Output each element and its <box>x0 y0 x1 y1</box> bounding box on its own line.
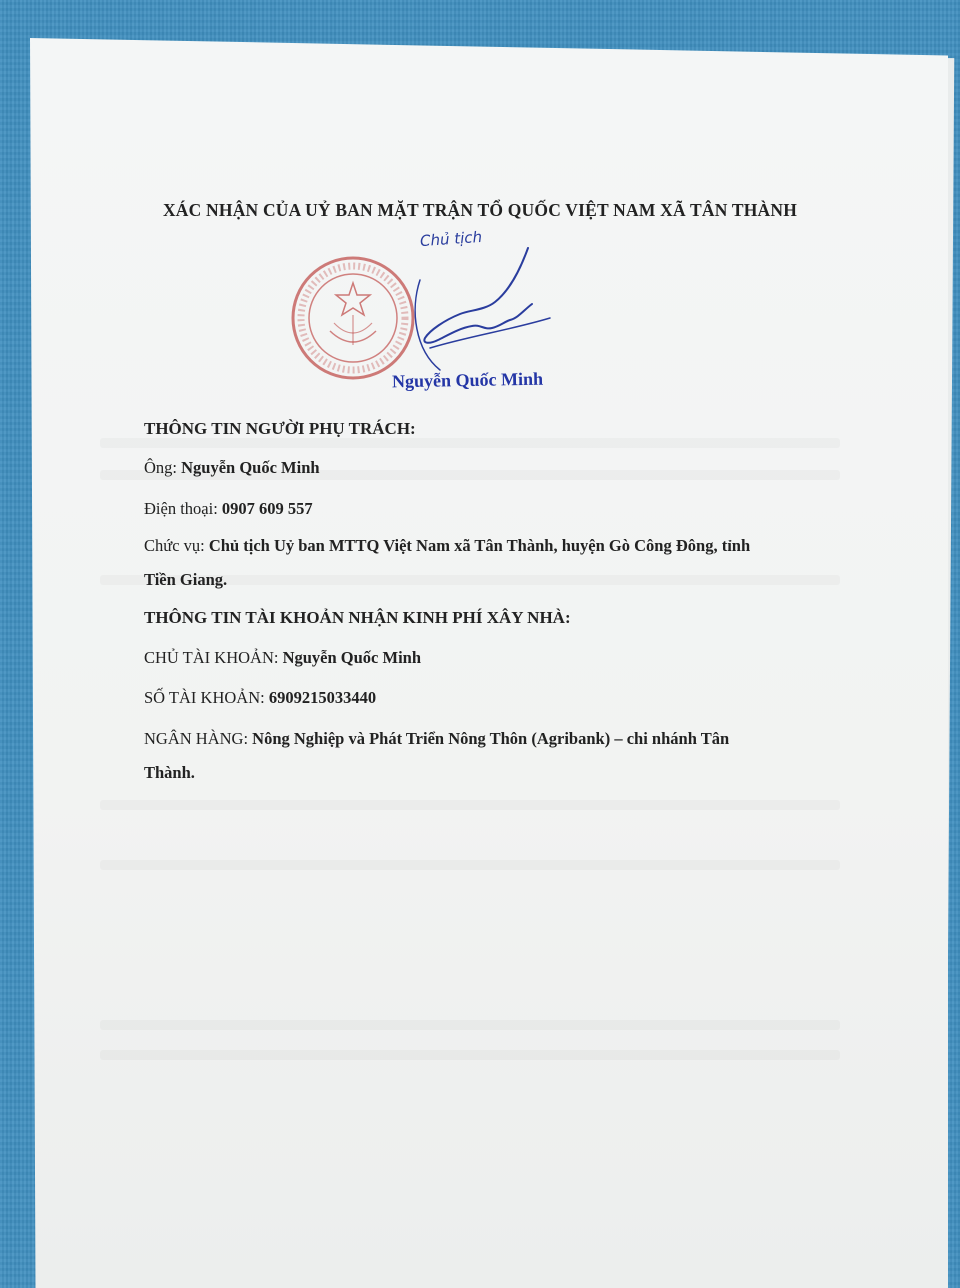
name-label: Ông: <box>144 458 177 477</box>
contact-phone-row <box>144 494 844 524</box>
bank-row <box>144 724 844 754</box>
handwritten-note: Chủ tịch <box>419 227 483 251</box>
contact-name-row <box>144 453 844 483</box>
name-value: Nguyễn Quốc Minh <box>181 458 320 477</box>
account-number-row <box>144 683 844 713</box>
show-through <box>100 1050 840 1060</box>
position-value-cont: Tiền Giang. <box>144 570 228 589</box>
signature-icon <box>400 240 570 380</box>
show-through <box>100 800 840 810</box>
account-owner-row <box>144 643 844 673</box>
contact-heading: THÔNG TIN NGƯỜI PHỤ TRÁCH: <box>144 419 416 438</box>
show-through <box>100 1020 840 1030</box>
owner-label: CHỦ TÀI KHOẢN: <box>144 648 279 667</box>
bank-row-continued <box>144 758 844 788</box>
contact-position-row <box>144 531 844 561</box>
account-number-value: 6909215033440 <box>268 688 377 707</box>
bank-value: Nông Nghiệp và Phát Triển Nông Thôn (Agribank) – chi nhánh Tân <box>252 729 730 748</box>
position-value: Chủ tịch Uỷ ban MTTQ Việt Nam xã Tân Thành, huyện Gò Công Đông, tỉnh <box>208 536 751 555</box>
show-through <box>100 860 840 870</box>
owner-value: Nguyễn Quốc Minh <box>282 648 422 667</box>
bank-value-cont: Thành. <box>144 763 195 782</box>
phone-label: Điện thoại: <box>144 499 218 518</box>
official-seal-icon <box>288 253 418 383</box>
signer-name: Nguyễn Quốc Minh <box>391 368 544 392</box>
document-title: XÁC NHẬN CỦA UỶ BAN MẶT TRẬN TỔ QUỐC VIỆT NAM XÃ TÂN THÀNH <box>162 200 798 220</box>
position-label: Chức vụ: <box>144 536 205 555</box>
contact-position-row-continued <box>144 565 844 595</box>
account-heading: THÔNG TIN TÀI KHOẢN NHẬN KINH PHÍ XÂY NHÀ: <box>144 608 571 627</box>
phone-value: 0907 609 557 <box>221 499 313 518</box>
account-number-label: SỐ TÀI KHOẢN: <box>144 688 265 707</box>
bank-label: NGÂN HÀNG: <box>144 729 249 748</box>
